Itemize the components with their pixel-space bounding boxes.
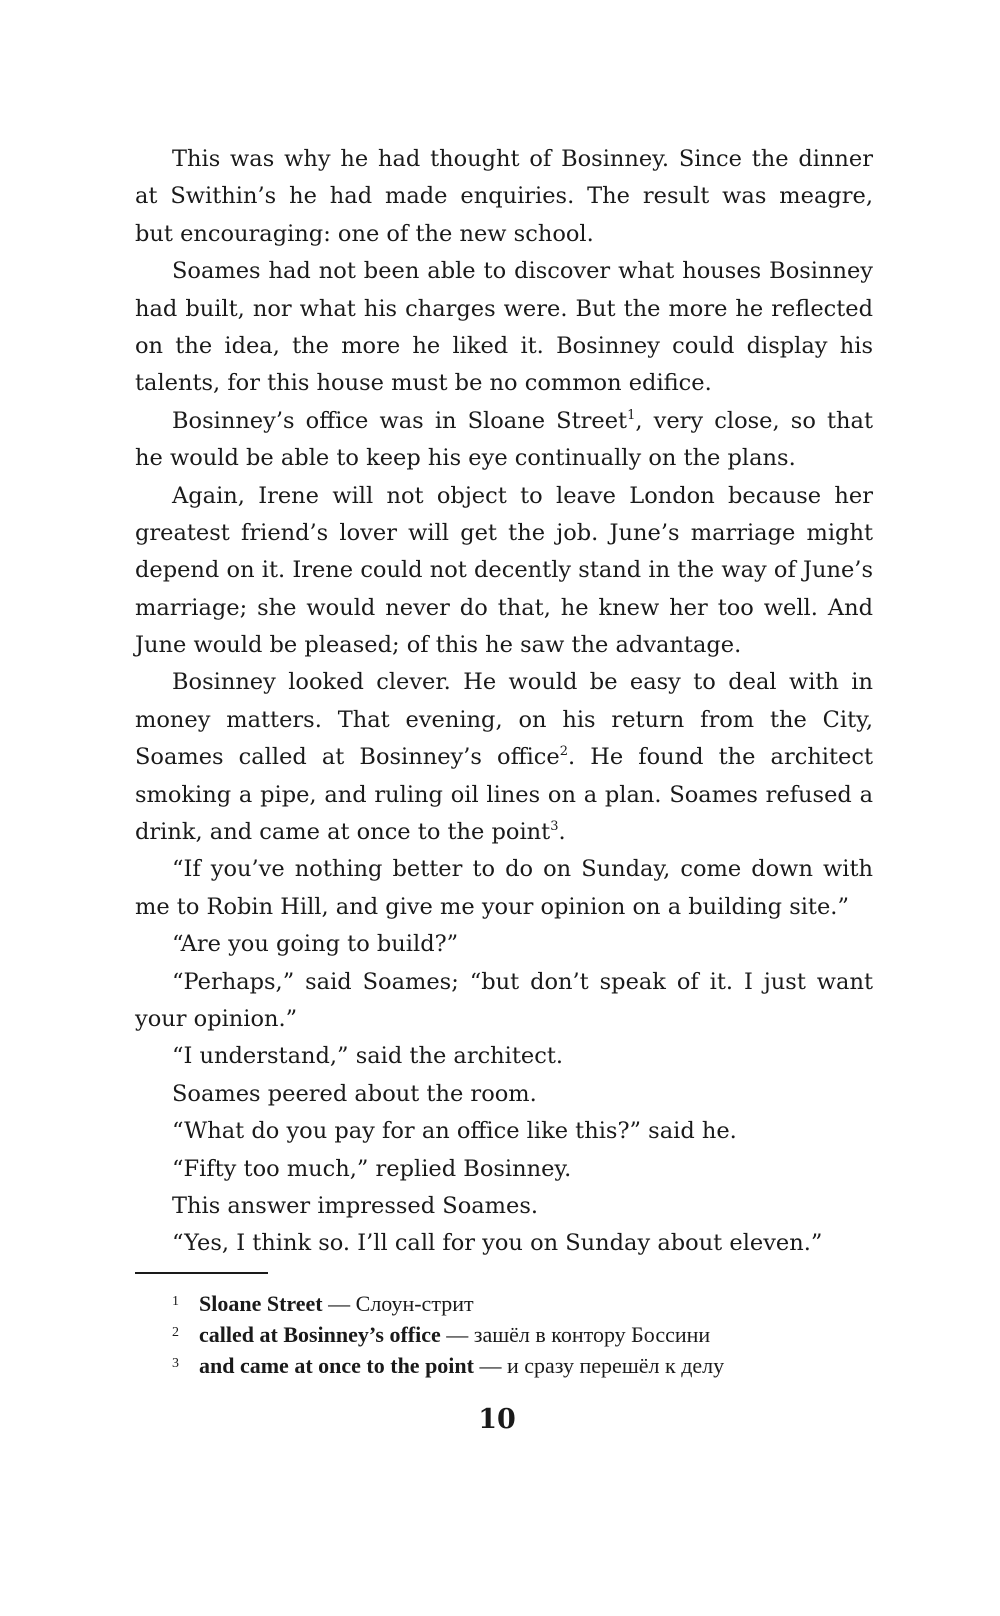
footnote [172,1318,724,1349]
text-segment: , very close, so that [635,407,873,434]
paragraph [135,478,873,665]
text-segment: Again, Irene will not object to leave London because her [172,482,873,509]
text-line [135,365,873,402]
text-line [135,1188,873,1225]
footnote-term: called at Bosinney’s office [199,1322,441,1347]
footnotes [172,1287,724,1380]
text-segment: This was why he had thought of Bosinney. Since the dinner [172,146,873,172]
text-line [135,664,873,701]
text-segment: . [558,819,566,846]
text-segment: . He found the architect [567,744,874,771]
paragraph [135,1076,873,1113]
text-line [135,328,873,365]
text-line [135,627,873,664]
footnote-divider [135,1272,268,1274]
text-segment: marriage; she would never do that, he knew her too well. And [135,594,873,621]
text-segment: he would be able to keep his eye continually on the plans. [135,445,796,472]
text-segment: Bosinney looked clever. He would be easy to deal with in [172,669,873,696]
text-segment: June would be pleased; of this he saw the advantage. [135,632,742,659]
footnote-translation: — Слоун-стрит [322,1291,474,1316]
paragraph [135,1151,873,1188]
paragraph [135,851,873,926]
text-segment: at Swithin’s he had made enquiries. The result was meagre, [135,183,873,210]
text-line [135,291,873,328]
text-line [135,552,873,589]
body-text [135,141,873,1263]
text-segment: “Perhaps,” said Soames; “but don’t speak of it. I just want [172,968,873,995]
text-line [135,440,873,477]
text-line [135,889,873,926]
footnote-marker: 2 [559,744,568,760]
text-segment: “I understand,” said the architect. [172,1043,564,1070]
text-line [135,851,873,888]
footnote-translation: — зашёл в контору Боссини [440,1322,711,1347]
text-line [135,515,873,552]
text-segment: had built, nor what his charges were. But the more he reflected [135,295,873,322]
text-segment: but encouraging: one of the new school. [135,220,594,247]
text-line [135,964,873,1001]
paragraph [135,1188,873,1225]
paragraph [135,664,873,851]
text-line [135,253,873,290]
text-line [135,1038,873,1075]
footnote [172,1287,724,1318]
paragraph [135,141,873,253]
text-line [135,1076,873,1113]
text-line [135,216,873,253]
text-segment: greatest friend’s lover will get the job. June’s marriage might [135,519,873,546]
text-line [135,141,873,178]
text-line [135,1151,873,1188]
page-number: 10 [478,1404,516,1435]
text-segment: This answer impressed Soames. [172,1192,539,1219]
text-segment: your opinion.” [135,1005,298,1032]
text-segment: Soames had not been able to discover what houses Bosinney [172,258,873,285]
paragraph [135,1113,873,1150]
footnote-number: 2 [172,1325,179,1340]
footnote-marker: 1 [627,407,636,423]
text-line [135,739,873,776]
text-segment: on the idea, the more he liked it. Bosinney could display his [135,332,873,359]
text-line [135,178,873,215]
paragraph [135,403,873,478]
paragraph [135,1038,873,1075]
text-line [135,478,873,515]
text-line [135,777,873,814]
footnote-term: Sloane Street [199,1291,323,1316]
text-segment: me to Robin Hill, and give me your opinion on a building site.” [135,893,849,920]
text-segment: “If you’ve nothing better to do on Sunday, come down with [172,856,873,883]
text-segment: Soames called at Bosinney’s office [135,744,560,771]
footnote-marker: 3 [550,819,559,835]
text-segment: “Yes, I think so. I’ll call for you on Sunday about eleven.” [172,1230,823,1257]
footnote-number: 1 [172,1294,179,1309]
text-line [135,1113,873,1150]
text-segment: smoking a pipe, and ruling oil lines on a plan. Soames refused a [135,781,873,808]
text-line [135,814,873,851]
footnote-translation: — и сразу перешёл к делу [473,1353,725,1378]
text-line [135,403,873,440]
text-line [135,1225,873,1262]
text-segment: “Are you going to build?” [172,931,459,958]
text-segment: depend on it. Irene could not decently stand in the way of June’s [135,557,873,584]
text-line [135,702,873,739]
text-line [135,926,873,963]
text-segment: Soames peered about the room. [172,1080,537,1107]
text-line [135,1001,873,1038]
paragraph [135,253,873,403]
text-segment: drink, and came at once to the point [135,819,551,846]
text-segment: money matters. That evening, on his return from the City, [135,706,873,733]
footnote-number: 3 [172,1356,179,1371]
paragraph [135,926,873,963]
footnote [172,1349,724,1380]
footnote-term: and came at once to the point [199,1353,474,1378]
paragraph [135,1225,873,1262]
text-segment: talents, for this house must be no common edifice. [135,370,712,397]
text-line [135,590,873,627]
text-segment: “What do you pay for an office like this?” said he. [172,1118,737,1145]
paragraph [135,964,873,1039]
text-segment: Bosinney’s office was in Sloane Street [172,407,628,434]
text-segment: “Fifty too much,” replied Bosinney. [172,1155,572,1182]
